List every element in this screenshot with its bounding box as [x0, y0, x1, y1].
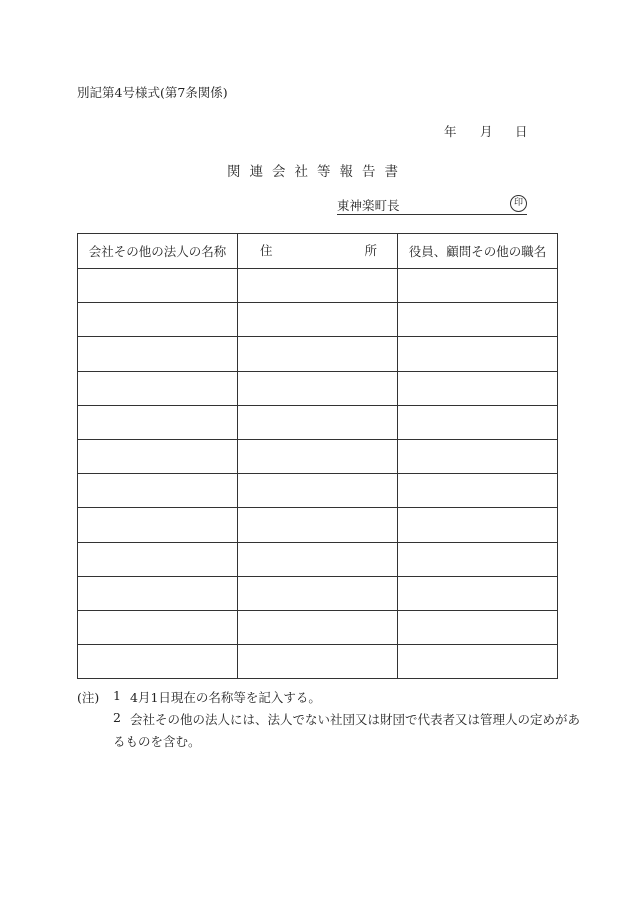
- company-name-cell: [78, 645, 238, 679]
- address-cell: [238, 508, 398, 542]
- company-name-cell: [78, 405, 238, 439]
- table-row: [78, 645, 558, 679]
- report-table: [77, 233, 558, 679]
- address-cell: [238, 645, 398, 679]
- address-cell: [238, 439, 398, 473]
- date-month-label: 月: [480, 124, 493, 139]
- note-1-number: 1: [113, 688, 121, 703]
- table-row: [78, 269, 558, 303]
- note-1-text: 4月1日現在の名称等を記入する。: [130, 690, 321, 705]
- table-row: [78, 542, 558, 576]
- table-row: [78, 337, 558, 371]
- table-row: [78, 474, 558, 508]
- company-name-cell: [78, 474, 238, 508]
- header-company-name: 会社その他の法人の名称: [78, 234, 238, 269]
- table-row: [78, 405, 558, 439]
- position-cell: [398, 474, 558, 508]
- position-cell: [398, 303, 558, 337]
- note-2-text: 会社その他の法人には、法人でない社団又は財団で代表者又は管理人の定めがあ: [130, 712, 581, 727]
- company-name-cell: [78, 303, 238, 337]
- addressee-line: [337, 196, 527, 215]
- form-label: 別記第4号様式(第7条関係): [77, 85, 228, 100]
- position-cell: [398, 645, 558, 679]
- table-row: [78, 610, 558, 644]
- header-address-right: 所: [364, 243, 377, 258]
- header-address-left: 住: [260, 243, 273, 258]
- seal-mark-icon: 印: [510, 195, 527, 212]
- note-2-number: 2: [113, 710, 121, 725]
- position-cell: [398, 405, 558, 439]
- date-year-label: 年: [444, 124, 457, 139]
- table-row: [78, 371, 558, 405]
- address-cell: [238, 542, 398, 576]
- table-row: [78, 508, 558, 542]
- company-name-cell: [78, 439, 238, 473]
- position-cell: [398, 542, 558, 576]
- address-cell: [238, 303, 398, 337]
- company-name-cell: [78, 371, 238, 405]
- position-cell: [398, 610, 558, 644]
- addressee-name: 東神楽町長: [337, 198, 400, 213]
- address-cell: [238, 405, 398, 439]
- company-name-cell: [78, 542, 238, 576]
- document-title: 関連会社等報告書: [227, 164, 407, 180]
- position-cell: [398, 508, 558, 542]
- table-row: [78, 576, 558, 610]
- address-cell: [238, 474, 398, 508]
- position-cell: [398, 337, 558, 371]
- address-cell: [238, 337, 398, 371]
- company-name-cell: [78, 508, 238, 542]
- company-name-cell: [78, 610, 238, 644]
- note-2-continuation: るものを含む。: [113, 734, 201, 749]
- address-cell: [238, 269, 398, 303]
- table-row: [78, 303, 558, 337]
- company-name-cell: [78, 337, 238, 371]
- position-cell: [398, 371, 558, 405]
- header-position: 役員、顧問その他の職名: [398, 234, 558, 269]
- table-row: [78, 439, 558, 473]
- note-label: (注): [77, 690, 100, 705]
- position-cell: [398, 269, 558, 303]
- address-cell: [238, 610, 398, 644]
- address-cell: [238, 371, 398, 405]
- company-name-cell: [78, 269, 238, 303]
- header-address: [238, 234, 398, 269]
- date-day-label: 日: [515, 124, 528, 139]
- position-cell: [398, 439, 558, 473]
- address-cell: [238, 576, 398, 610]
- company-name-cell: [78, 576, 238, 610]
- table-header-row: [78, 234, 558, 269]
- position-cell: [398, 576, 558, 610]
